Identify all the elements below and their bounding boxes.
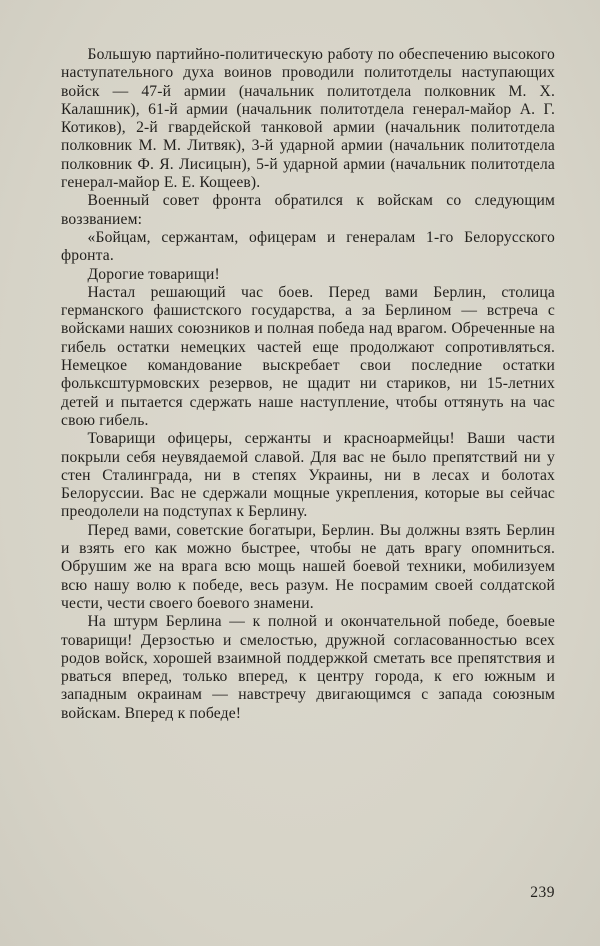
- text-block: [61, 46, 555, 723]
- paragraph: Дорогие товарищи!: [87, 265, 220, 283]
- paragraph: «Бойцам, сержантам, офицерам и генералам 1-го Белорусского фронта.: [61, 228, 555, 265]
- paragraph: Настал решающий час боев. Перед вами Берлин, столица германского фашистского государства, а за Берлином — встреча с войсками наших союзников и полная победа над врагом. Обреченные на гибель остатки немецких частей еще продолжают сопротивляться. Немецкое командование выскребает свои последние остатки фольксштурмовских резервов, не щадит ни стариков, ни 15-летних детей и пытается сдержать наше наступление, чтобы оттянуть на час свою гибель.: [61, 283, 555, 429]
- paragraph: Товарищи офицеры, сержанты и красноармейцы! Ваши части покрыли себя неувядаемой славой. Для вас не было препятствий ни у стен Сталинграда, ни в степях Украины, ни в лесах и болотах Белоруссии. Вас не сдержали мощные укрепления, которые вы сейчас преодолели на подступах к Берлину.: [61, 430, 555, 521]
- page-number: 239: [530, 884, 555, 901]
- paragraph: Военный совет фронта обратился к войскам со следующим воззванием:: [61, 192, 555, 228]
- paragraph: Большую партийно-политическую работу по обеспечению высокого наступательного духа воинов проводили политотделы наступающих войск — 47-й армии (начальник политотдела полковник М. Х. Калашник), 61-й армии (начальник политотдела генерал-майор А. Г. Котиков), 2-й гвардейской танковой армии (начальник политотдела полковник М. М. Литвяк), 3-й ударной армии (начальник политотдела полковник Ф. Я. Лисицын), 5-й ударной армии (начальник политотдела генерал-майор Е. Е. Кощеев).: [61, 46, 555, 192]
- paragraph: Перед вами, советские богатыри, Берлин. Вы должны взять Берлин и взять его как можно быстрее, чтобы не дать врагу опомниться. Обрушим же на врага всю мощь нашей боевой техники, мобилизуем всю нашу волю к победе, весь разум. Не посрамим своей солдатской чести, чести своего боевого знамени.: [61, 521, 555, 612]
- paragraph: На штурм Берлина — к полной и окончательной победе, боевые товарищи! Дерзостью и смелостью, дружной согласованностью всех родов войск, хорошей взаимной поддержкой сметать все препятствия и рваться вперед, только вперед, к центру города, к его южным и западным окраинам — навстречу двигающимся с запада союзным войскам. Вперед к победе!: [61, 613, 555, 722]
